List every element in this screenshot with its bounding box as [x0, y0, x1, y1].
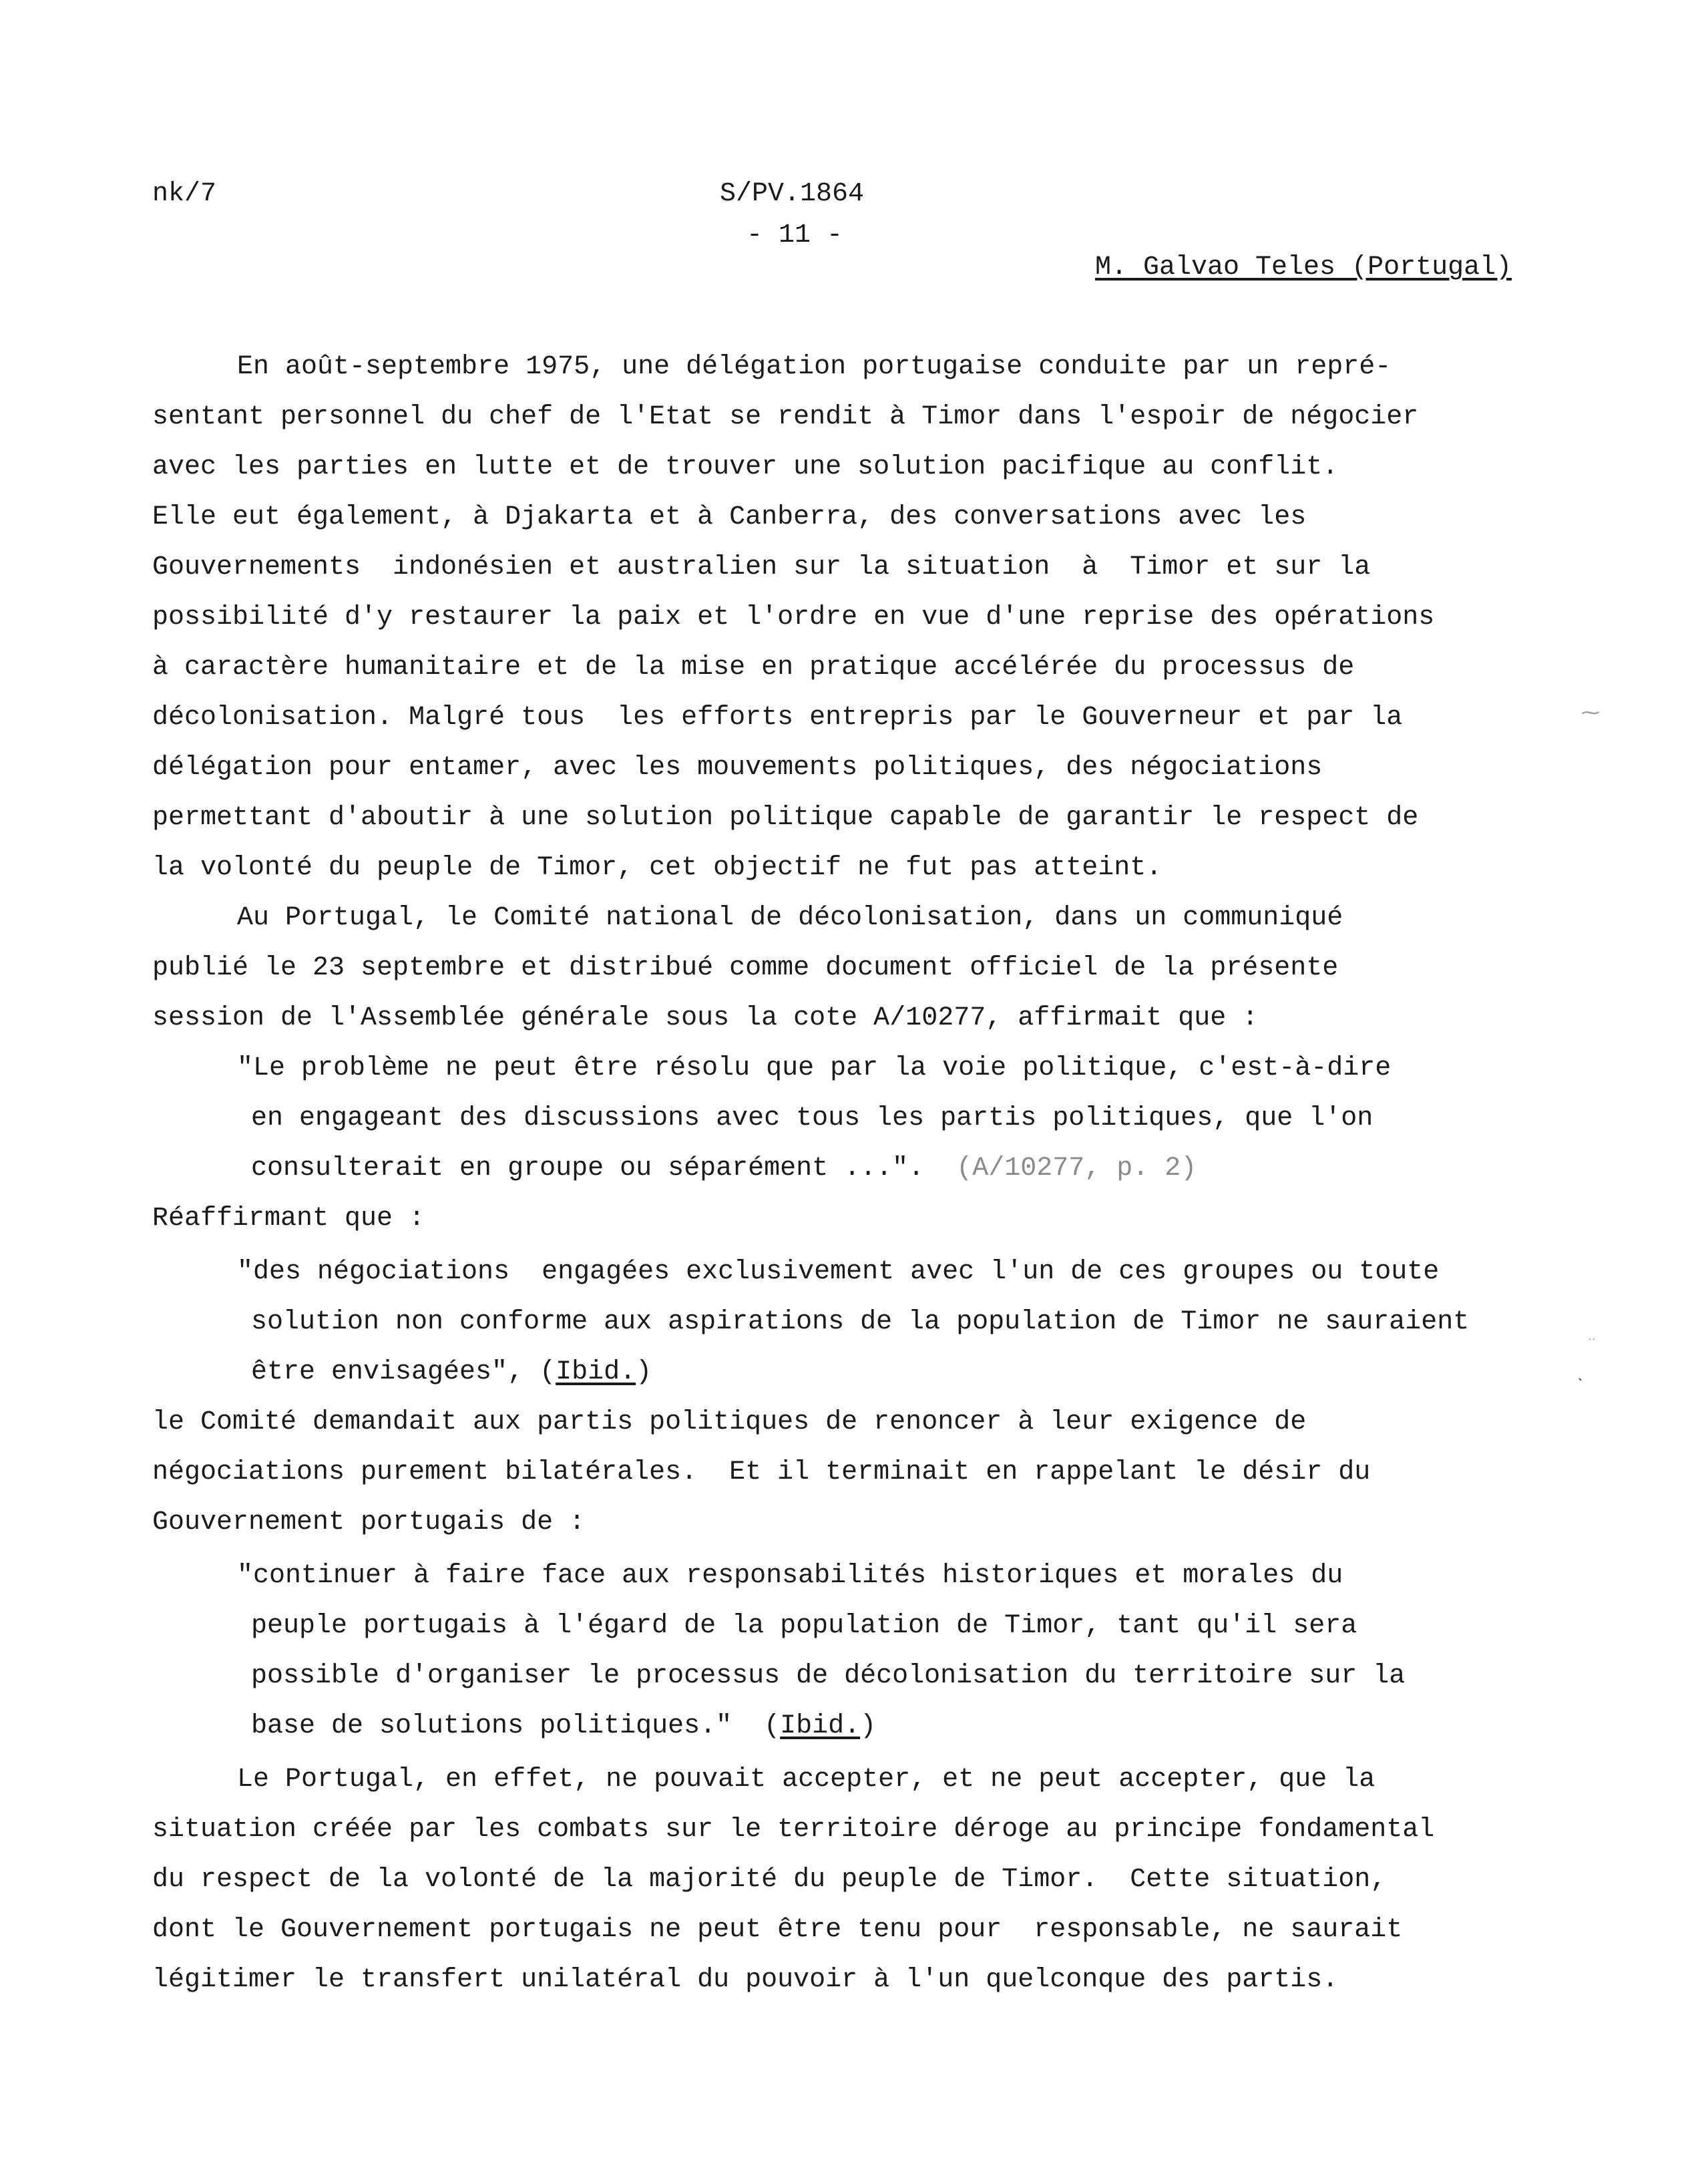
- quote-text: consulterait en groupe ou séparément ...".: [251, 1153, 925, 1184]
- text-line: le Comité demandait aux partis politiques de renoncer à leur exigence de: [152, 1407, 1307, 1437]
- quote-line: "des négociations engagées exclusivement avec l'un de ces groupes ou toute: [237, 1257, 1440, 1287]
- scan-artifact: ‥: [1588, 1330, 1597, 1344]
- text-line: avec les parties en lutte et de trouver une solution pacifique au conflit.: [152, 452, 1339, 482]
- text-line: publié le 23 septembre et distribué comme document officiel de la présente: [152, 953, 1339, 983]
- page-number: - 11 -: [747, 220, 843, 250]
- document-reference-code: nk/7: [152, 179, 217, 209]
- quote-citation: (A/10277, p. 2): [956, 1153, 1197, 1184]
- text-line: session de l'Assemblée générale sous la cote A/10277, affirmait que :: [152, 1003, 1259, 1033]
- scan-artifact: ˎ: [1574, 1362, 1586, 1383]
- speaker-name: M. Galvao Teles (Portugal): [1095, 252, 1512, 283]
- scan-artifact: ⁓: [1581, 704, 1600, 725]
- quote-text: base de solutions politiques.": [251, 1711, 732, 1741]
- text-line: Elle eut également, à Djakarta et à Canberra, des conversations avec les: [152, 502, 1307, 532]
- text-line: Le Portugal, en effet, ne pouvait accepter, et ne peut accepter, que la: [237, 1765, 1376, 1795]
- text-line: à caractère humanitaire et de la mise en pratique accélérée du processus de: [152, 653, 1355, 683]
- quote-text: être envisagées",: [251, 1357, 524, 1387]
- quote-line: possible d'organiser le processus de décolonisation du territoire sur la: [251, 1661, 1406, 1691]
- text-line: En août-septembre 1975, une délégation portugaise conduite par un repré-: [237, 352, 1392, 382]
- text-line: situation créée par les combats sur le territoire déroge au principe fondamental: [152, 1815, 1435, 1845]
- quote-line: être envisagées", (Ibid.): [251, 1357, 652, 1387]
- text-line: Gouvernements indonésien et australien sur la situation à Timor et sur la: [152, 552, 1371, 582]
- text-line: délégation pour entamer, avec les mouvements politiques, des négociations: [152, 753, 1323, 783]
- quote-line: en engageant des discussions avec tous les partis politiques, que l'on: [251, 1103, 1374, 1133]
- quote-citation: Ibid.: [556, 1357, 636, 1387]
- quote-line: solution non conforme aux aspirations de la population de Timor ne sauraient: [251, 1307, 1470, 1337]
- text-line: la volonté du peuple de Timor, cet objectif ne fut pas atteint.: [152, 853, 1163, 883]
- text-line: possibilité d'y restaurer la paix et l'ordre en vue d'une reprise des opérations: [152, 602, 1435, 632]
- text-line: Au Portugal, le Comité national de décolonisation, dans un communiqué: [237, 903, 1343, 933]
- quote-line: base de solutions politiques." (Ibid.): [251, 1711, 877, 1741]
- quote-line: [237, 1155, 1197, 1182]
- text-line: Gouvernement portugais de :: [152, 1507, 586, 1537]
- text-line: dont le Gouvernement portugais ne peut être tenu pour responsable, ne saurait: [152, 1915, 1403, 1945]
- text-line: permettant d'aboutir à une solution politique capable de garantir le respect de: [152, 803, 1419, 833]
- quote-citation: Ibid.: [780, 1711, 861, 1741]
- text-line: légitimer le transfert unilatéral du pouvoir à l'un quelconque des partis.: [152, 1965, 1339, 1995]
- quote-line: "continuer à faire face aux responsabilités historiques et morales du: [237, 1561, 1343, 1591]
- text-line: sentant personnel du chef de l'Etat se rendit à Timor dans l'espoir de négocier: [152, 402, 1419, 432]
- text-line: négociations purement bilatérales. Et il terminait en rappelant le désir du: [152, 1457, 1371, 1487]
- document-symbol: S/PV.1864: [720, 179, 865, 209]
- quote-line: "Le problème ne peut être résolu que par la voie politique, c'est-à-dire: [237, 1053, 1392, 1083]
- quote-line: peuple portugais à l'égard de la population de Timor, tant qu'il sera: [251, 1611, 1357, 1641]
- paragraph-3: Réaffirmant que :: [152, 1204, 425, 1234]
- text-line: décolonisation. Malgré tous les efforts entrepris par le Gouverneur et par la: [152, 703, 1403, 733]
- text-line: du respect de la volonté de la majorité du peuple de Timor. Cette situation,: [152, 1865, 1387, 1895]
